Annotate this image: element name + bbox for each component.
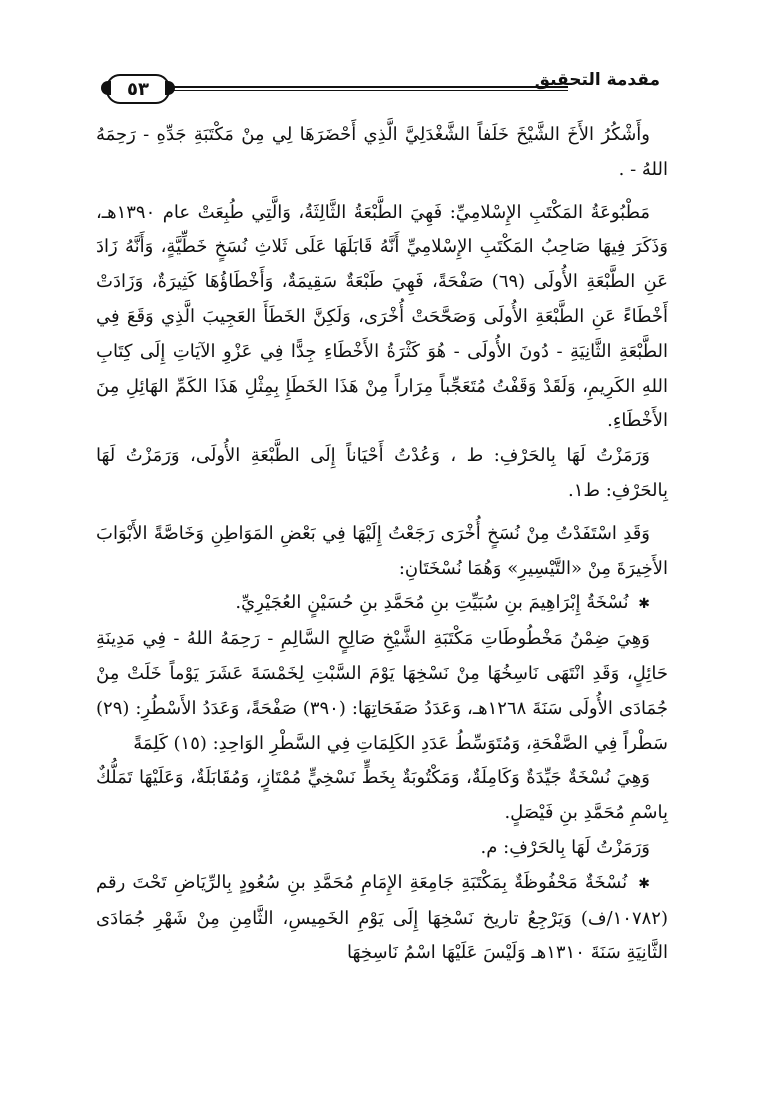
paragraph-text: وَرَمَزْتُ لَهَا بِالحَرْفِ: م. <box>480 836 650 858</box>
asterisk-bullet-icon: ✱ <box>638 875 650 892</box>
paragraph-text: وَرَمَزْتُ لَهَا بِالحَرْفِ: ط ، وَعُدْتُ أَحْيَاناً إِلَى الطَّبْعَةِ الأُولَى، وَرَمَزْتُ لَهَا بِالحَرْفِ: ط١. <box>96 445 668 501</box>
paragraph <box>96 118 668 188</box>
header-rule-thin <box>168 90 568 91</box>
asterisk-bullet-icon: ✱ <box>638 596 650 613</box>
running-title: مقدمة التحقيق <box>534 70 660 90</box>
paragraph <box>96 439 668 509</box>
paragraph <box>96 517 668 587</box>
body-text <box>96 118 668 971</box>
page-header <box>100 62 660 102</box>
paragraph-text: وأَشْكُرُ الأَخَ الشَّيْخَ خَلَفاً الشَّغْدَلِيَّ الَّذِي أَحْضَرَهَا لِي مِنْ مَكْتَبَةِ جَدِّهِ - رَحِمَهُ اللهُ - . <box>96 124 668 180</box>
paragraph <box>96 761 668 831</box>
page-number: ٥٣ <box>127 78 149 100</box>
paragraph <box>96 196 668 440</box>
paragraph-text: وَهِيَ ضِمْنُ مَخْطُوطَاتِ مَكْتَبَةِ الشَّيْخِ صَالِحٍ السَّالِمِ - رَحِمَهُ اللهُ - فِي مَدِينَةِ حَائِلٍ، وَقَدِ انْتَهَى نَاسِخُهَا مِنْ نَسْخِهَا يَوْمَ السَّبْتِ لِخَمْسَةَ عَشَرَ يَوْماً خَلَتْ مِنْ جُمَادَى الأُولَى سَنَةَ ١٢٦٨هـ، وَعَدَدُ صَفَحَاتِهَا: (٣٩٠) صَفْحَةً، وَعَدَدُ الأَسْطُرِ: (٢٩) سَطْراً فِي الصَّفْحَةِ، وَمُتَوَسِّطُ عَدَدِ الكَلِمَاتِ فِي السَّطْرِ الوَاحِدِ: (١٥) كَلِمَةً <box>96 628 668 754</box>
paragraph-text: مَطْبُوعَةُ المَكْتَبِ الإِسْلامِيِّ: فَهِيَ الطَّبْعَةُ الثَّالِثَةُ، وَالَّتِي طُبِعَتْ عام ١٣٩٠هـ، وَذَكَرَ فِيهَا صَاحِبُ المَكْتَبِ الإِسْلامِيِّ أَنَّهُ قَابَلَهَا عَلَى ثَلاثِ نُسَخٍ خَطِّيَّةٍ، وَأَنَّهُ زَادَ عَنِ الطَّبْعَةِ الأُولَى (٦٩) صَفْحَةً، فَهِيَ طَبْعَةٌ سَقِيمَةٌ، وَأَخْطَاؤُهَا كَثِيرَةٌ، وَزَادَتْ أَخْطَاءً عَنِ الطَّبْعَةِ الأُولَى وَصَحَّحَتْ أُخْرَى، وَلَكِنَّ الخَطَأَ العَجِيبَ الَّذِي وَقَعَ فِي الطَّبْعَةِ الثَّانِيَةِ - دُونَ الأُولَى - هُوَ كَثْرَةُ الأَخْطَاءِ جِدًّا فِي عَزْوِ الآيَاتِ إِلَى كِتَابِ اللهِ الكَرِيمِ، وَلَقَدْ وَقَفْتُ مُتَعَجِّباً مِرَاراً مِنْ هَذَا الخَطَإِ بِمِثْلِ هَذَا الكَمِّ الهَائِلِ مِنَ الأَخْطَاءِ. <box>96 201 669 432</box>
header-rule <box>168 86 568 88</box>
page-number-badge <box>106 74 170 104</box>
list-item <box>96 586 668 622</box>
paragraph <box>96 831 668 866</box>
paragraph-text: نُسْخَةُ إِبْرَاهِيمَ بنِ سُبَيِّتِ بنِ مُحَمَّدِ بنِ حُسَيْنٍ العُجَيْرِيِّ. <box>235 592 629 614</box>
list-item <box>96 866 668 971</box>
paragraph-text: نُسْخَةٌ مَحْفُوظَةٌ بِمَكْتَبَةِ جَامِعَةِ الإِمَامِ مُحَمَّدِ بنِ سُعُودٍ بِالرِّيَاضِ تَحْتَ رقم (١٠٧٨٢/ف) وَيَرْجِعُ تاريخ نَسْخِهَا إِلَى يَوْمِ الخَمِيسِ، الثَّامِنِ مِنْ شَهْرِ جُمَادَى الثَّانِيَةِ سَنَةَ ١٣١٠هـ وَلَيْسَ عَلَيْهَا اسْمُ نَاسِخِهَا <box>96 871 668 964</box>
paragraph <box>96 622 668 761</box>
paragraph-text: وَقَدِ اسْتَفَدْتُ مِنْ نُسَخٍ أُخْرَى رَجَعْتُ إِلَيْهَا فِي بَعْضِ المَوَاطِنِ وَخَاصَّةً الأَبْوَابَ الأَخِيرَةَ مِنْ «التَّيْسِيرِ» وَهُمَا نُسْخَتَانِ: <box>96 522 668 579</box>
paragraph-text: وَهِيَ نُسْخَةٌ جَيِّدَةٌ وَكَامِلَةٌ، وَمَكْتُوبَةٌ بِخَطٍّ نَسْخِيٍّ مُمْتَازٍ، وَمُقَابَلَةٌ، وَعَلَيْهَا تَمَلُّكٌ بِاسْمِ مُحَمَّدِ بنِ فَيْصَلٍ. <box>96 767 668 824</box>
